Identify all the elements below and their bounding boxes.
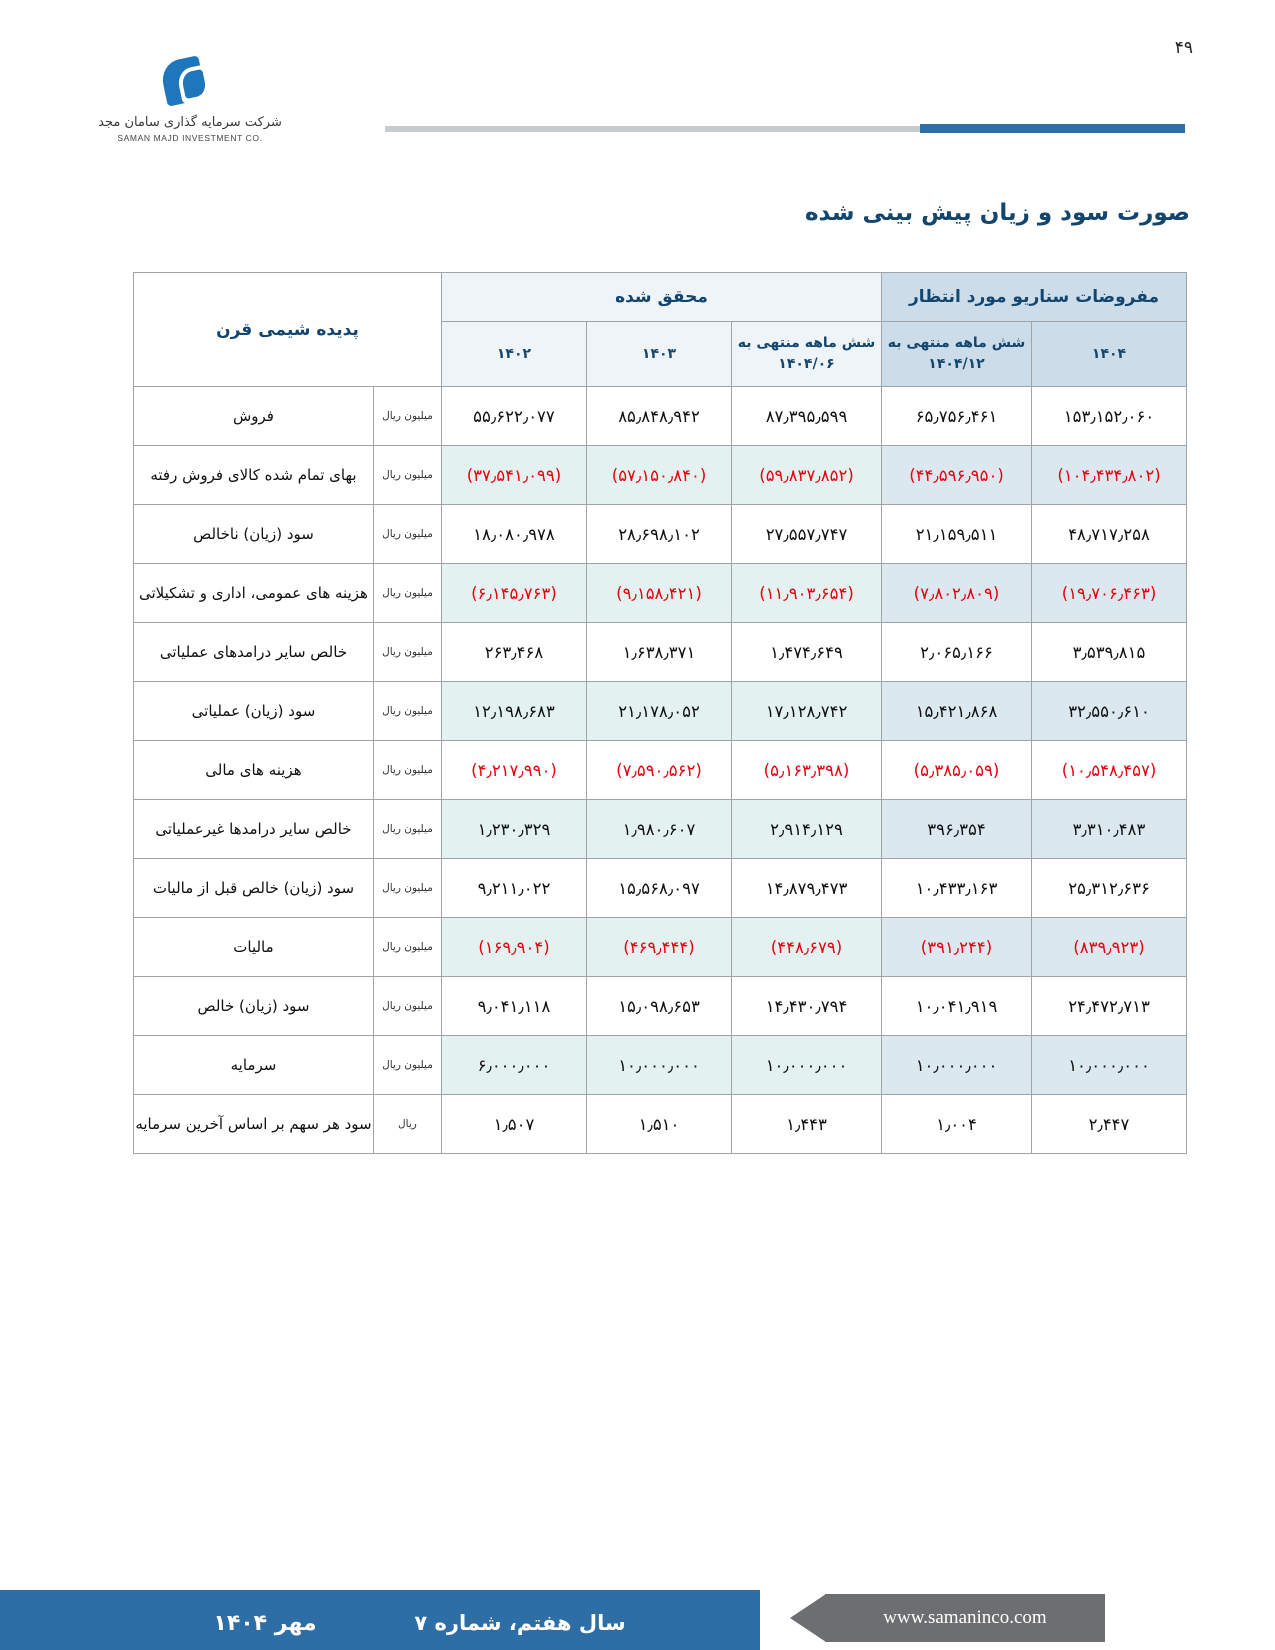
row-label: سود (زیان) خالص: [133, 977, 373, 1036]
cell-value: ۸۷٫۳۹۵٫۵۹۹: [732, 387, 882, 446]
cell-value: ۲٫۰۶۵٫۱۶۶: [882, 623, 1032, 682]
cell-value: ۱۰٫۴۳۳٫۱۶۳: [882, 859, 1032, 918]
cell-value: (۴٫۲۱۷٫۹۹۰): [441, 741, 586, 800]
cell-value: (۸۳۹٫۹۲۳): [1032, 918, 1187, 977]
cell-value: ۹٫۰۴۱٫۱۱۸: [441, 977, 586, 1036]
cell-value: ۱۸٫۰۸۰٫۹۷۸: [441, 505, 586, 564]
table-row: [133, 859, 1186, 918]
row-label: مالیات: [133, 918, 373, 977]
cell-value: (۵۷٫۱۵۰٫۸۴۰): [587, 446, 732, 505]
cell-unit: میلیون ریال: [373, 1036, 441, 1095]
cell-value: (۱۶۹٫۹۰۴): [441, 918, 586, 977]
cell-value: ۱٫۵۱۰: [587, 1095, 732, 1154]
cell-value: ۱٫۴۷۴٫۶۴۹: [732, 623, 882, 682]
table-group-header-row: [133, 273, 1186, 322]
table-body: [133, 387, 1186, 1154]
cell-value: (۱۰۴٫۴۳۴٫۸۰۲): [1032, 446, 1187, 505]
cell-value: ۲۸٫۶۹۸٫۱۰۲: [587, 505, 732, 564]
cell-value: (۴۴۸٫۶۷۹): [732, 918, 882, 977]
cell-value: ۱۵۳٫۱۵۲٫۰۶۰: [1032, 387, 1187, 446]
row-label: هزینه های مالی: [133, 741, 373, 800]
cell-value: ۲۱٫۱۵۹٫۵۱۱: [882, 505, 1032, 564]
cell-value: (۶٫۱۴۵٫۷۶۳): [441, 564, 586, 623]
table-row: [133, 505, 1186, 564]
table-row: [133, 387, 1186, 446]
cell-unit: میلیون ریال: [373, 564, 441, 623]
cell-unit: میلیون ریال: [373, 446, 441, 505]
header-rule-grey: [385, 126, 920, 132]
cell-unit: میلیون ریال: [373, 977, 441, 1036]
cell-value: ۱٫۹۸۰٫۶۰۷: [587, 800, 732, 859]
table-row: [133, 446, 1186, 505]
logo-name-en: SAMAN MAJD INVESTMENT CO.: [117, 133, 263, 143]
cell-value: (۷٫۵۹۰٫۵۶۲): [587, 741, 732, 800]
cell-value: ۱۰٫۰۰۰٫۰۰۰: [732, 1036, 882, 1095]
row-label: خالص سایر درامدها غیرعملیاتی: [133, 800, 373, 859]
cell-value: (۴۶۹٫۴۴۴): [587, 918, 732, 977]
cell-value: (۷٫۸۰۲٫۸۰۹): [882, 564, 1032, 623]
footer-website-link[interactable]: www.samaninco.com: [883, 1607, 1047, 1628]
cell-value: ۱۰٫۰۴۱٫۹۱۹: [882, 977, 1032, 1036]
cell-value: ۱٫۰۰۴: [882, 1095, 1032, 1154]
cell-value: ۶٫۰۰۰٫۰۰۰: [441, 1036, 586, 1095]
cell-value: (۹٫۱۵۸٫۴۲۱): [587, 564, 732, 623]
group-header-expectation: مفروضات سناریو مورد انتظار: [882, 273, 1187, 322]
group-header-entity: پدیده شیمی قرن: [133, 273, 441, 387]
table-row: [133, 800, 1186, 859]
cell-value: ۱٫۴۴۳: [732, 1095, 882, 1154]
col-header-six-months-140406: شش ماهه منتهی به ۱۴۰۴/۰۶: [732, 322, 882, 387]
cell-value: (۱۱٫۹۰۳٫۶۵۴): [732, 564, 882, 623]
table-row: [133, 682, 1186, 741]
row-label: سود (زیان) خالص قبل از مالیات: [133, 859, 373, 918]
col-header-1403: ۱۴۰۳: [587, 322, 732, 387]
footer-date: مهر ۱۴۰۴: [213, 1611, 317, 1636]
forecast-income-statement-table: [133, 272, 1187, 1154]
cell-value: ۴۸٫۷۱۷٫۲۵۸: [1032, 505, 1187, 564]
cell-unit: ریال: [373, 1095, 441, 1154]
table-row: [133, 977, 1186, 1036]
cell-value: ۳٫۳۱۰٫۴۸۳: [1032, 800, 1187, 859]
cell-value: ۱۲٫۱۹۸٫۶۸۳: [441, 682, 586, 741]
cell-value: ۲۱٫۱۷۸٫۰۵۲: [587, 682, 732, 741]
row-label: سود (زیان) عملیاتی: [133, 682, 373, 741]
cell-value: (۵٫۳۸۵٫۰۵۹): [882, 741, 1032, 800]
row-label: بهای تمام شده کالای فروش رفته: [133, 446, 373, 505]
cell-value: ۱۵٫۴۲۱٫۸۶۸: [882, 682, 1032, 741]
col-header-six-months-140412: شش ماهه منتهی به ۱۴۰۴/۱۲: [882, 322, 1032, 387]
cell-value: ۱٫۵۰۷: [441, 1095, 586, 1154]
page-title: صورت سود و زیان پیش بینی شده: [804, 200, 1190, 226]
table-row: [133, 741, 1186, 800]
cell-value: ۱۴٫۴۳۰٫۷۹۴: [732, 977, 882, 1036]
cell-value: ۳٫۵۳۹٫۸۱۵: [1032, 623, 1187, 682]
cell-value: ۹٫۲۱۱٫۰۲۲: [441, 859, 586, 918]
cell-value: (۱۰٫۵۴۸٫۴۵۷): [1032, 741, 1187, 800]
cell-value: ۱۴٫۸۷۹٫۴۷۳: [732, 859, 882, 918]
row-label: سرمایه: [133, 1036, 373, 1095]
row-label: سود هر سهم بر اساس آخرین سرمایه: [133, 1095, 373, 1154]
cell-value: ۲۶۳٫۴۶۸: [441, 623, 586, 682]
table-row: [133, 1036, 1186, 1095]
row-label: هزینه های عمومی، اداری و تشکیلاتی: [133, 564, 373, 623]
swoosh-logo-icon: [157, 55, 223, 111]
cell-value: ۱٫۶۳۸٫۳۷۱: [587, 623, 732, 682]
cell-value: (۳۷٫۵۴۱٫۰۹۹): [441, 446, 586, 505]
cell-value: ۱۷٫۱۲۸٫۷۴۲: [732, 682, 882, 741]
cell-value: ۲٫۹۱۴٫۱۲۹: [732, 800, 882, 859]
col-header-1404: ۱۴۰۴: [1032, 322, 1187, 387]
page-number: ۴۹: [1174, 38, 1193, 58]
logo-name-fa: شرکت سرمایه گذاری سامان مجد: [98, 115, 282, 130]
page-footer: [0, 1564, 1275, 1650]
row-label: فروش: [133, 387, 373, 446]
cell-unit: میلیون ریال: [373, 918, 441, 977]
cell-value: ۳۹۶٫۳۵۴: [882, 800, 1032, 859]
cell-value: ۳۲٫۵۵۰٫۶۱۰: [1032, 682, 1187, 741]
cell-value: (۵۹٫۸۳۷٫۸۵۲): [732, 446, 882, 505]
cell-unit: میلیون ریال: [373, 859, 441, 918]
footer-arrow-icon: [790, 1594, 826, 1642]
cell-value: ۱۰٫۰۰۰٫۰۰۰: [882, 1036, 1032, 1095]
cell-unit: میلیون ریال: [373, 800, 441, 859]
cell-value: ۲۴٫۴۷۲٫۷۱۳: [1032, 977, 1187, 1036]
cell-value: (۱۹٫۷۰۶٫۴۶۳): [1032, 564, 1187, 623]
cell-unit: میلیون ریال: [373, 623, 441, 682]
cell-unit: میلیون ریال: [373, 741, 441, 800]
cell-value: (۵٫۱۶۳٫۳۹۸): [732, 741, 882, 800]
cell-value: ۶۵٫۷۵۶٫۴۶۱: [882, 387, 1032, 446]
cell-value: ۱۵٫۰۹۸٫۶۵۳: [587, 977, 732, 1036]
cell-value: ۱۰٫۰۰۰٫۰۰۰: [587, 1036, 732, 1095]
col-header-1402: ۱۴۰۲: [441, 322, 586, 387]
table-row: [133, 918, 1186, 977]
cell-unit: میلیون ریال: [373, 505, 441, 564]
header-rule: [385, 124, 1185, 134]
cell-value: ۵۵٫۶۲۲٫۰۷۷: [441, 387, 586, 446]
row-label: سود (زیان) ناخالص: [133, 505, 373, 564]
group-header-actual: محقق شده: [441, 273, 881, 322]
header-rule-blue: [920, 124, 1185, 133]
table-row: [133, 623, 1186, 682]
footer-issue: سال هفتم، شماره ۷: [414, 1611, 626, 1635]
cell-unit: میلیون ریال: [373, 682, 441, 741]
cell-value: ۱۰٫۰۰۰٫۰۰۰: [1032, 1036, 1187, 1095]
cell-value: ۸۵٫۸۴۸٫۹۴۲: [587, 387, 732, 446]
company-logo: [95, 55, 285, 143]
cell-unit: میلیون ریال: [373, 387, 441, 446]
cell-value: ۱۵٫۵۶۸٫۰۹۷: [587, 859, 732, 918]
cell-value: ۱٫۲۳۰٫۳۲۹: [441, 800, 586, 859]
cell-value: ۲۷٫۵۵۷٫۷۴۷: [732, 505, 882, 564]
table-row: [133, 1095, 1186, 1154]
cell-value: (۳۹۱٫۲۴۴): [882, 918, 1032, 977]
row-label: خالص سایر درامدهای عملیاتی: [133, 623, 373, 682]
cell-value: ۲٫۴۴۷: [1032, 1095, 1187, 1154]
cell-value: (۴۴٫۵۹۶٫۹۵۰): [882, 446, 1032, 505]
table-row: [133, 564, 1186, 623]
cell-value: ۲۵٫۳۱۲٫۶۳۶: [1032, 859, 1187, 918]
